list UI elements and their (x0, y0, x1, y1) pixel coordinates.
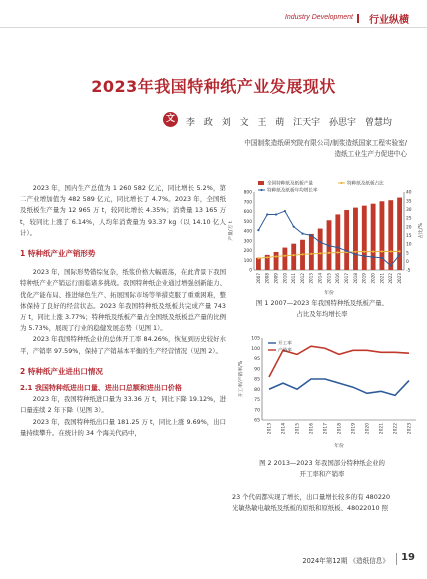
point-growth (363, 255, 365, 257)
x-tick-label: 2016 (335, 273, 341, 284)
x-tick-label: 2020 (370, 273, 376, 284)
y-tick-label: 85 (254, 377, 260, 383)
footer-divider (396, 553, 397, 565)
x-tick-label: 2015 (326, 273, 332, 284)
point-growth (301, 233, 303, 235)
figure-1-caption (232, 298, 412, 319)
legend-marker (260, 189, 262, 191)
point-growth (346, 250, 348, 252)
point-share (337, 251, 339, 253)
point-growth (257, 229, 259, 231)
x-tick-label: 2014 (317, 273, 323, 284)
y-tick-label-left: 0 (249, 268, 252, 274)
x-tick-label: 2015 (295, 423, 301, 435)
figure-2-caption (232, 458, 412, 479)
figure-2-caption-line-2: 开工率和产销率 (299, 469, 345, 478)
x-tick-label: 2022 (388, 273, 394, 284)
y-tick-label-left: 500 (243, 219, 252, 225)
header-english: Industry Development (284, 14, 353, 21)
point-share (275, 255, 277, 257)
y-tick-label-left: 400 (243, 229, 252, 235)
paragraph-sec1-1: 2023 年，国际形势错综复杂，纸浆价格大幅震荡，在此背景下我国特种纸产业产销运行面临诸多挑战。我国特种纸企业通过增强创新能力、优化产能布局、推进绿色生产、拓展国际市场等举措克服了重重困难，整体保持了良好的经营状态。2023 年我国特种纸及纸板共完成产量 743 万 t，同比上涨 3.77%；特种纸及纸板产量占全国纸及纸板总产量的比例为 5.73%，展现了行业的稳健发展态势（见图 1）。 (20, 268, 226, 333)
point-growth (328, 245, 330, 247)
paragraph-right-line-1: 23 个代码都实现了增长，出口量增长较多的有 480220 (232, 493, 391, 501)
affiliation-line-2: 造纸工业生产力促进中心 (334, 150, 407, 158)
x-tick-label: 2022 (393, 423, 399, 435)
article-title: 2023年我国特种纸产业发展现状 (91, 77, 336, 96)
y-tick-label: 80 (254, 387, 260, 393)
point-growth (284, 210, 286, 212)
point-share (390, 250, 392, 252)
x-tick-label: 2009 (273, 273, 279, 284)
y-tick-label-right: 30 (406, 207, 412, 213)
y-tick-label-right: 20 (406, 225, 412, 231)
figure-2-caption-line-1: 图 2 2013—2023 年我国部分特种纸企业的 (259, 459, 385, 467)
y-tick-label-right: 35 (406, 199, 412, 205)
y-tick-label-left: 100 (243, 258, 252, 264)
point-growth (398, 254, 400, 256)
figure-1-caption-line-1: 图 1 2007—2023 年我国特种纸及纸板产量、 (255, 299, 389, 307)
point-share (301, 253, 303, 255)
line-operating-rate (269, 379, 409, 395)
section-heading-2: 2 特种纸产业进出口情况 (20, 366, 103, 376)
point-share (381, 250, 383, 252)
affiliation (177, 138, 407, 160)
y-tick-label-right: 0 (406, 259, 409, 265)
y-tick-label: 90 (254, 367, 260, 373)
y-axis-label: 开工率/产销率/% (239, 360, 244, 398)
bar-production (362, 206, 367, 270)
x-tick-label: 2021 (379, 273, 385, 284)
x-tick-label: 2023 (396, 273, 402, 284)
x-tick-label: 2011 (291, 273, 297, 284)
bar-production (371, 204, 376, 270)
y-tick-label: 100 (251, 346, 260, 352)
y-tick-label: 105 (251, 336, 260, 342)
figure-2-chart (226, 332, 426, 450)
bar-production (309, 234, 314, 270)
y-tick-label-left: 200 (243, 249, 252, 255)
x-tick-label: 2023 (407, 423, 413, 435)
x-tick-label: 2018 (337, 423, 343, 435)
point-growth (319, 241, 321, 243)
point-share (293, 254, 295, 256)
legend-label: 开工率 (278, 341, 292, 347)
point-growth (310, 234, 312, 236)
x-tick-label: 2021 (379, 423, 385, 435)
y-tick-label-left: 600 (243, 210, 252, 216)
y-tick-label-right: 25 (406, 216, 412, 222)
bar-production (344, 210, 349, 270)
paragraph-sec21-2: 2023 年，我国特种纸出口量 181.25 万 t，同比上涨 9.69%，出口量持续攀升。在统计的 34 个海关代码中， (20, 417, 226, 437)
point-share (398, 250, 400, 252)
page-number: 19 (401, 552, 415, 563)
x-tick-label: 2013 (308, 273, 314, 284)
point-growth (266, 213, 268, 215)
point-growth (381, 257, 383, 259)
affiliation-line-1: 中国制浆造纸研究院有限公司/制浆造纸国家工程实验室/ (244, 139, 407, 147)
legend-label: 全国特种纸及纸板产量 (267, 181, 313, 187)
point-share (319, 252, 321, 254)
x-tick-label: 2013 (267, 423, 273, 435)
y-tick-label: 95 (254, 357, 260, 363)
point-growth (390, 265, 392, 267)
y-tick-label-right: 15 (406, 233, 412, 239)
x-tick-label: 2007 (255, 273, 261, 284)
bar-production (318, 229, 323, 270)
x-tick-label: 2016 (309, 423, 315, 435)
bar-production (256, 258, 261, 270)
point-share (354, 251, 356, 253)
paragraph-right-line-2: 光敏热敏电敏纸及纸板的原纸和原纸板、48022010 照 (232, 504, 388, 513)
y-tick-label-right: 40 (406, 190, 412, 196)
point-growth (275, 213, 277, 215)
point-share (310, 253, 312, 255)
y-tick-label: 70 (254, 408, 260, 414)
figure-1-chart (226, 178, 426, 296)
paragraph-sec1-2: 2023 年我国特种纸企业的总体开工率 84.26%，恢复到历史较好水平，产销率 97.59%，保持了产销基本平衡的生产经营情况（见图 2）。 (20, 335, 226, 355)
x-tick-label: 2012 (299, 273, 305, 284)
y-tick-label-right: 10 (406, 242, 412, 248)
bar-production (397, 198, 402, 270)
legend-label: 特种纸及纸板年均增长率 (267, 188, 318, 194)
point-share (372, 251, 374, 253)
subsection-heading-2-1: 2.1 我国特种纸进出口量、进出口总额和进出口价格 (20, 384, 182, 393)
x-axis-label: 年份 (334, 444, 344, 449)
legend-marker (340, 182, 342, 184)
point-growth (293, 226, 295, 228)
y-tick-label-right: 5 (406, 251, 409, 257)
section-heading-1: 1 特种纸产业产销形势 (20, 249, 96, 259)
point-share (328, 252, 330, 254)
x-tick-label: 2017 (323, 423, 329, 435)
y-axis-label-left: 产量/万 t (229, 221, 234, 241)
bar-production (353, 208, 358, 270)
legend-swatch (258, 181, 264, 185)
point-share (257, 257, 259, 259)
paragraph-sec21-1: 2023 年，我国特种纸进口量为 33.36 万 t，同比下降 19.12%，进口量连续 2 年下降（见图 3）。 (20, 395, 226, 415)
y-axis-label-right: 占比/% (419, 223, 424, 239)
x-tick-label: 2014 (281, 423, 287, 435)
x-tick-label: 2019 (361, 273, 367, 284)
x-tick-label: 2020 (365, 423, 371, 435)
point-share (266, 256, 268, 258)
header-divider (357, 14, 359, 23)
author-list: 李 政 刘 文 王 萌 江天宇 孙思宇 曾慧均 (186, 118, 392, 128)
y-tick-label-left: 700 (243, 200, 252, 206)
y-tick-label-left: 800 (243, 190, 252, 196)
y-tick-label-left: 300 (243, 239, 252, 245)
x-axis-label: 年份 (324, 291, 334, 296)
point-share (363, 251, 365, 253)
paragraph-intro: 2023 年，国内生产总值为 1 260 582 亿元，同比增长 5.2%，第二产业增加值为 482 589 亿元，同比增长了 4.7%。2023 年，全国纸及纸板生产量为 12 965 万 t，较同比增长 4.35%；消费量 13 165 万 t，较同比上涨了 6.14%，人均年消费量为 93.37 kg（以 14.10 亿人计）。 (20, 184, 226, 237)
body-column-left (20, 183, 226, 439)
point-growth (337, 246, 339, 248)
y-tick-label: 75 (254, 398, 260, 404)
y-tick-label: 65 (254, 418, 260, 424)
header-column-name: 行业纵横 (369, 15, 409, 26)
y-tick-label-right: -5 (406, 268, 411, 274)
point-share (284, 255, 286, 257)
x-tick-label: 2019 (351, 423, 357, 435)
bar-production (282, 248, 287, 270)
body-column-right (232, 492, 412, 514)
x-tick-label: 2008 (264, 273, 270, 284)
legend-label: 特种纸及纸板占比 (347, 181, 384, 187)
footer-issue: 2024年第12期 《造纸信息》 (302, 557, 389, 565)
x-tick-label: 2018 (352, 273, 358, 284)
legend-label: 产销率 (278, 348, 292, 354)
x-tick-label: 2017 (344, 273, 350, 284)
bar-production (291, 244, 296, 270)
x-tick-label: 2010 (282, 273, 288, 284)
header-rule (0, 27, 427, 28)
bar-production (388, 200, 393, 270)
author-badge: 文 (163, 112, 178, 127)
bar-production (335, 214, 340, 270)
point-growth (354, 253, 356, 255)
point-growth (372, 256, 374, 258)
bar-production (274, 252, 279, 270)
figure-1-caption-line-2: 占比及年均增长率 (296, 309, 348, 318)
